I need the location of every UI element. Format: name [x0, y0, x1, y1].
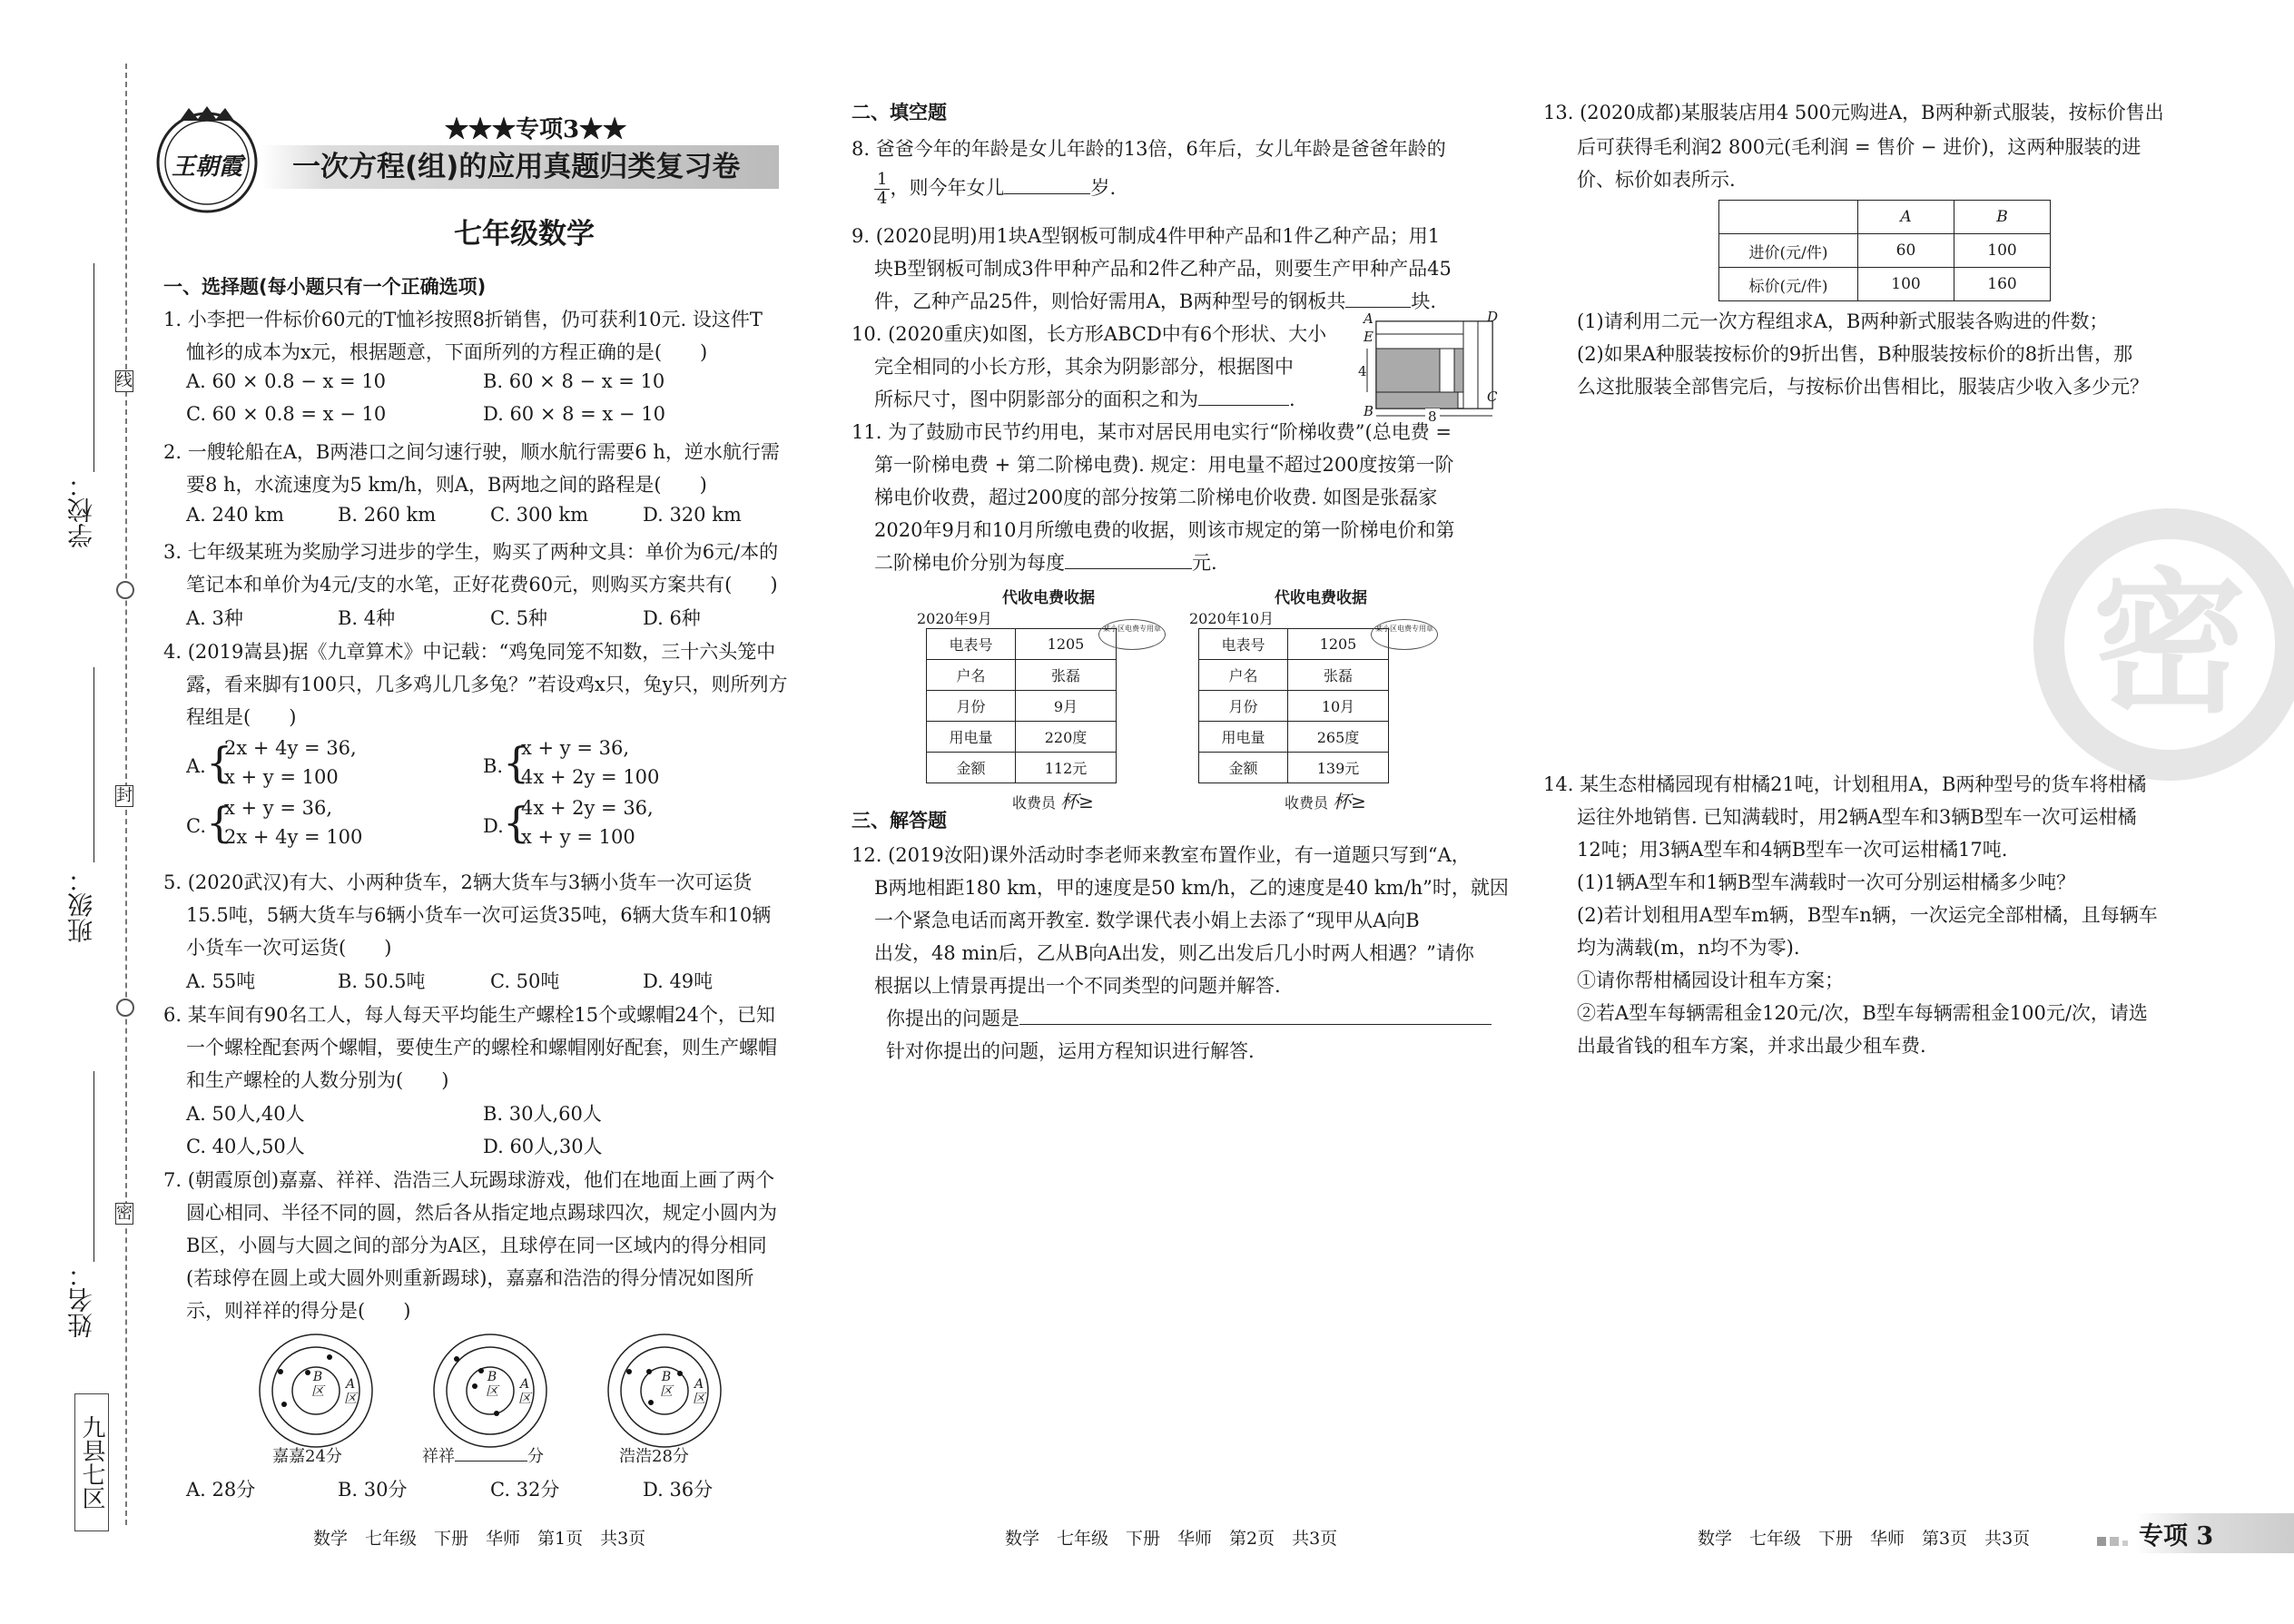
q11-line5-text: 二阶梯电价分别为每度: [874, 552, 1065, 574]
school-label: 学校：: [66, 472, 96, 548]
q10-answer-blank[interactable]: [1198, 405, 1289, 406]
footer-page-2: 数学 七年级 下册 华师 第2页 共3页: [1005, 1529, 1338, 1549]
q12-question-blank[interactable]: [1019, 1024, 1492, 1025]
q3-option-a[interactable]: A. 3种: [186, 607, 243, 629]
price-table-cell: 160: [1954, 268, 2051, 301]
receipt-value: 10月: [1288, 691, 1389, 722]
corner-label: 专项 3: [2139, 1522, 2214, 1550]
receipt-date: 2020年10月: [1189, 610, 1275, 627]
q8-fraction: [874, 171, 890, 208]
collector-signature: 杯≥: [1060, 791, 1094, 812]
q4-option-b-eq1: x + y = 36,: [521, 737, 629, 759]
collector-signature: 杯≥: [1333, 791, 1366, 812]
q11-line4: 2020年9月和10月所缴电费的收据，则该市规定的第一阶梯电价和第: [874, 519, 1455, 541]
target-b-label: B: [661, 1370, 672, 1384]
target-a-sub: 区: [518, 1392, 531, 1406]
logo-text: 王朝霞: [171, 153, 242, 181]
fig-label-e: E: [1364, 329, 1373, 345]
receipt-stamp: [1371, 619, 1438, 650]
q7-option-b[interactable]: B. 30分: [338, 1479, 408, 1501]
q1-option-d[interactable]: D. 60 × 8 = x − 10: [483, 403, 665, 425]
q10-line3-text: 所标尺寸，图中阴影部分的面积之和为: [874, 389, 1198, 410]
target-b-sub: 区: [486, 1384, 498, 1399]
q2-option-c[interactable]: C. 300 km: [490, 504, 589, 526]
q13-line3: 价、标价如表所示.: [1577, 169, 1736, 191]
gutter-char-seal: 封: [116, 786, 133, 805]
q3-option-b[interactable]: B. 4种: [338, 607, 396, 629]
target-b-sub: 区: [311, 1384, 324, 1399]
q14-line2: 运往外地销售. 已知满载时，用2辆A型车和3辆B型车一次可运柑橘: [1577, 806, 2137, 828]
q14-line9: 出最省钱的租车方案，并求出最少租车费.: [1577, 1035, 1926, 1057]
target-a-label: A: [345, 1377, 356, 1392]
receipt-october: [1189, 585, 1433, 813]
q3-line2: 笔记本和单价为4元/支的水笔，正好花费60元，则购买方案共有( ): [186, 574, 778, 595]
q4-line3: 程组是( ): [186, 706, 297, 728]
target-figure-2: [431, 1332, 549, 1450]
q4-line1: 4. (2019嵩县)据《九章算术》中记载：“鸡兔同笼不知数，三十六头笼中: [163, 641, 776, 663]
q6-option-a[interactable]: A. 50人,40人: [186, 1103, 305, 1125]
price-table-cell: 100: [1858, 268, 1954, 301]
q2-option-a[interactable]: A. 240 km: [186, 504, 284, 526]
collector-label: 收费员: [1012, 794, 1057, 812]
receipt-collector: [1285, 787, 1425, 813]
q11-line5: [874, 548, 1217, 576]
q4-option-d-eq2: x + y = 100: [521, 826, 635, 848]
q7-caption-jiajia: 嘉嘉24分: [272, 1447, 342, 1466]
q12-line6: [886, 1004, 1492, 1031]
q2-line2: 要8 h，水流速度为5 km/h，则A，B两地之间的路程是( ): [186, 474, 707, 496]
footer-page-1: 数学 七年级 下册 华师 第1页 共3页: [313, 1529, 646, 1549]
special-label: ★★★专项3★★: [445, 116, 627, 143]
receipt-title: 代收电费收据: [1002, 589, 1095, 607]
q7-caption-unit: 分: [527, 1447, 544, 1466]
q9-line1: 9. (2020昆明)用1块A型钢板可制成4件甲种产品和1件乙种产品；用1: [852, 225, 1441, 247]
q7-option-a[interactable]: A. 28分: [186, 1479, 256, 1501]
q9-line2: 块B型钢板可制成3件甲种产品和2件乙种产品，则要生产甲种产品45: [874, 258, 1452, 280]
watermark-seal: [2033, 508, 2294, 781]
receipt-date: 2020年9月: [917, 610, 992, 627]
q14-line4: (1)1辆A型车和1辆B型车满载时一次可分别运柑橘多少吨？: [1577, 871, 2076, 893]
receipt-key: 电表号: [1199, 629, 1288, 660]
q7-option-c[interactable]: C. 32分: [490, 1479, 560, 1501]
q6-line2: 一个螺栓配套两个螺帽，要使生产的螺栓和螺帽刚好配套，则生产螺帽: [186, 1037, 777, 1058]
stamp-text: 某小区电费专用章: [1375, 625, 1433, 633]
receipt-key: 电表号: [927, 629, 1016, 660]
q12-line7: 针对你提出的问题，运用方程知识进行解答.: [886, 1040, 1255, 1062]
q4-option-c-eq2: 2x + 4y = 100: [224, 826, 363, 848]
q10-line3: 所标尺寸，图中阴影部分的面积之和为 .: [874, 389, 1295, 410]
q2-option-b[interactable]: B. 260 km: [338, 504, 437, 526]
q11-tail: 元.: [1192, 552, 1217, 574]
q7-line2: 圆心相同、半径不同的圆，然后各从指定地点踢球四次，规定小圆内为: [186, 1202, 777, 1224]
fig-label-4: 4: [1358, 363, 1367, 379]
q2-option-d[interactable]: D. 320 km: [643, 504, 742, 526]
price-table-cell: 标价(元/件): [1719, 268, 1858, 301]
q12-question-label: 你提出的问题是: [886, 1008, 1019, 1029]
q7-caption-xiangxiang: [422, 1443, 544, 1467]
q2-line1: 2. 一艘轮船在A，B两港口之间匀速行驶，顺水航行需要6 h，逆水航行需: [163, 441, 780, 463]
subject-title: 七年级数学: [454, 218, 595, 251]
page-title: 一次方程(组)的应用真题归类复习卷: [292, 151, 741, 183]
q4-line2: 露，看来脚有100只，几多鸡儿几多兔？”若设鸡x只，兔y只，则所列方: [186, 674, 788, 695]
q14-line1: 14. 某生态柑橘园现有柑橘21吨，计划租用A，B两种型号的货车将柑橘: [1543, 773, 2147, 795]
watermark-text: 密: [2092, 555, 2247, 734]
q1-line2: 恤衫的成本为x元，根据题意，下面所列的方程正确的是( ): [186, 341, 708, 363]
q13-sub2-line2: 么这批服装全部售完后，与按标价出售相比，服装店少收入多少元？: [1577, 376, 2149, 398]
receipt-key: 月份: [927, 691, 1016, 722]
target-b-label: B: [487, 1370, 497, 1384]
q8-line1: 8. 爸爸今年的年龄是女儿年龄的13倍，6年后，女儿年龄是爸爸年龄的: [852, 138, 1446, 160]
q14-line6: 均为满载(m，n均不为零).: [1577, 937, 1800, 959]
receipt-value: 张磊: [1016, 660, 1117, 691]
receipt-key: 金额: [1199, 753, 1288, 783]
q4-option-c-label: C.: [186, 815, 206, 837]
q11-line2: 第一阶梯电费 + 第二阶梯电费). 规定：用电量不超过200度按第一阶: [874, 454, 1454, 476]
q8-frac-den: 4: [877, 189, 888, 208]
q4-option-d-label: D.: [483, 815, 504, 837]
q14-line7: ①请你帮柑橘园设计租车方案；: [1577, 969, 1844, 991]
q7-caption-xiangxiang-name: 祥祥: [422, 1447, 455, 1466]
q13-line2: 后可获得毛利润2 800元(毛利润 = 售价 − 进价)，这两种服装的进: [1577, 136, 2141, 158]
gutter-char-line: 线: [116, 371, 133, 390]
collector-label: 收费员: [1285, 794, 1329, 812]
brace-icon: {: [503, 738, 530, 787]
region-box: [74, 1393, 109, 1531]
q7-line3: B区，小圆与大圆之间的部分为A区，且球停在同一区域内的得分相同: [186, 1235, 767, 1256]
target-a-label: A: [694, 1377, 704, 1392]
q11-line3: 梯电价收费，超过200度的部分按第二阶梯电价收费. 如图是张磊家: [874, 487, 1438, 508]
fig-label-8: 8: [1425, 408, 1440, 425]
q6-option-b[interactable]: B. 30人,60人: [483, 1103, 602, 1125]
q11-line1: 11. 为了鼓励市民节约用电，某市对居民用电实行“阶梯收费”(总电费 =: [852, 421, 1452, 443]
receipt-key: 户名: [1199, 660, 1288, 691]
stamp-text: 某小区电费专用章: [1103, 625, 1161, 633]
target-figure-1: [257, 1332, 375, 1450]
receipt-value: 1205: [1288, 629, 1389, 660]
price-table-cell: 进价(元/件): [1719, 234, 1858, 268]
brace-icon: {: [206, 798, 233, 847]
q5-option-b[interactable]: B. 50.5吨: [338, 970, 426, 992]
receipt-value: 265度: [1288, 722, 1389, 753]
q12-line1: 12. (2019汝阳)课外活动时李老师来教室布置作业，有一道题只写到“A，: [852, 844, 1471, 866]
binding-hole: [116, 581, 134, 599]
region-text: 九县七区: [78, 1415, 105, 1510]
price-table-cell: 60: [1858, 234, 1954, 268]
q7-caption-haohao: 浩浩28分: [619, 1447, 689, 1466]
q8-answer-blank[interactable]: [1004, 193, 1090, 194]
price-table-cell: 100: [1954, 234, 2051, 268]
q13-sub1: (1)请利用二元一次方程组求A，B两种新式服装各购进的件数；: [1577, 310, 2109, 332]
q3-option-c[interactable]: C. 5种: [490, 607, 548, 629]
q7-line1: 7. (朝霞原创)嘉嘉、祥祥、浩浩三人玩踢球游戏，他们在地面上画了两个: [163, 1169, 775, 1191]
q10-line2: 完全相同的小长方形，其余为阴影部分，根据图中: [874, 356, 1294, 378]
q9-line3: [874, 287, 1436, 314]
receipt-value: 139元: [1288, 753, 1389, 783]
receipt-collector: [1012, 787, 1153, 813]
target-b-label: B: [312, 1370, 323, 1384]
binding-hole: [116, 999, 134, 1017]
receipt-value: 9月: [1016, 691, 1117, 722]
q5-line1: 5. (2020武汉)有大、小两种货车，2辆大货车与3辆小货车一次可运货: [163, 871, 753, 893]
target-b-sub: 区: [660, 1384, 673, 1399]
q4-option-a-eq2: x + y = 100: [224, 766, 339, 788]
target-a-sub: 区: [344, 1392, 357, 1406]
target-a-label: A: [519, 1377, 530, 1392]
section3-heading: 三、解答题: [852, 810, 947, 832]
price-table-header: B: [1954, 201, 2051, 234]
receipt-table: [1198, 628, 1389, 783]
q11-answer-blank[interactable]: [1065, 568, 1192, 569]
q13-line1: 13. (2020成都)某服装店用4 500元购进A，B两种新式服装，按标价售出: [1543, 102, 2164, 123]
q7-answer-blank[interactable]: [455, 1461, 527, 1462]
q8-line2: [874, 171, 1116, 208]
rectangle-figure: [1358, 309, 1499, 425]
q7-line5: 示，则祥祥的得分是( ): [186, 1300, 411, 1322]
receipt-key: 金额: [927, 753, 1016, 783]
receipt-stamp: [1098, 619, 1166, 650]
q8-frac-num: 1: [874, 171, 890, 190]
q4-option-d-eq1: 4x + 2y = 36,: [521, 797, 654, 819]
name-label: 姓名：: [66, 1262, 96, 1338]
q6-line3: 和生产螺栓的人数分别为( ): [186, 1069, 449, 1091]
price-table-header: A: [1858, 201, 1954, 234]
q5-line2: 15.5吨，5辆大货车与6辆小货车一次可运货35吨，6辆大货车和10辆: [186, 904, 772, 926]
q1-option-b[interactable]: B. 60 × 8 − x = 10: [483, 370, 665, 392]
q5-option-a[interactable]: A. 55吨: [186, 970, 256, 992]
q9-line3-text: 件，乙种产品25件，则恰好需用A，B两种型号的钢板共: [874, 290, 1346, 312]
q8-text-a: ，则今年女儿: [890, 177, 1005, 199]
gutter-char-secret: 密: [116, 1204, 133, 1223]
q8-text-b: 岁.: [1090, 177, 1117, 199]
q5-option-c[interactable]: C. 50吨: [490, 970, 560, 992]
receipt-value: 112元: [1016, 753, 1117, 783]
q5-line3: 小货车一次可运货( ): [186, 937, 392, 959]
q5-option-d[interactable]: D. 49吨: [643, 970, 714, 992]
q4-option-b-eq2: 4x + 2y = 100: [521, 766, 660, 788]
receipt-september: [917, 585, 1161, 813]
q9-tail: 块.: [1411, 290, 1437, 312]
receipt-key: 月份: [1199, 691, 1288, 722]
target-a-sub: 区: [693, 1392, 705, 1406]
receipt-key: 户名: [927, 660, 1016, 691]
target-figure-3: [605, 1332, 724, 1450]
corner-decoration: [2097, 1532, 2133, 1545]
q1-option-c[interactable]: C. 60 × 0.8 = x − 10: [186, 403, 387, 425]
receipt-value: 张磊: [1288, 660, 1389, 691]
q13-sub2-line1: (2)如果A种服装按标价的9折出售，B种服装按标价的8折出售，那: [1577, 343, 2133, 365]
section1-heading: 一、选择题(每小题只有一个正确选项): [163, 276, 487, 298]
receipt-value: 1205: [1016, 629, 1117, 660]
price-table-header: [1719, 201, 1858, 234]
q3-option-d[interactable]: D. 6种: [643, 607, 701, 629]
receipt-key: 用电量: [1199, 722, 1288, 753]
q14-line3: 12吨；用3辆A型车和4辆B型车一次可运柑橘17吨.: [1577, 839, 2008, 861]
q6-option-d[interactable]: D. 60人,30人: [483, 1136, 603, 1157]
receipt-key: 用电量: [927, 722, 1016, 753]
class-label: 班级：: [66, 867, 96, 943]
q10-line1: 10. (2020重庆)如图，长方形ABCD中有6个形状、大小: [852, 323, 1327, 345]
q12-line5: 根据以上情景再提出一个不同类型的问题并解答.: [874, 975, 1281, 997]
q4-option-c-eq1: x + y = 36,: [224, 797, 332, 819]
receipt-title: 代收电费收据: [1275, 589, 1367, 607]
fig-label-c: C: [1487, 389, 1498, 405]
fig-label-b: B: [1364, 403, 1374, 419]
q4-option-b-label: B.: [483, 755, 504, 777]
q9-answer-blank[interactable]: [1345, 307, 1411, 308]
q12-line2: B两地相距180 km，甲的速度是50 km/h，乙的速度是40 km/h”时，就因: [874, 877, 1509, 899]
q14-line8: ②若A型车每辆需租金120元/次，B型车每辆需租金100元/次，请选: [1577, 1002, 2148, 1024]
q4-option-a-eq1: 2x + 4y = 36,: [224, 737, 357, 759]
q6-line1: 6. 某车间有90名工人，每人每天平均能生产螺栓15个或螺帽24个，已知: [163, 1004, 775, 1026]
q12-line3: 一个紧急电话而离开教室. 数学课代表小娟上去添了“现甲从A向B: [874, 910, 1420, 931]
fig-label-a: A: [1364, 310, 1373, 327]
section2-heading: 二、填空题: [852, 102, 947, 123]
logo: [153, 104, 261, 213]
q4-option-a-label: A.: [186, 755, 206, 777]
q3-line1: 3. 七年级某班为奖励学习进步的学生，购买了两种文具：单价为6元/本的: [163, 541, 779, 563]
brace-icon: {: [503, 798, 530, 847]
q7-line4: (若球停在圆上或大圆外则重新踢球)，嘉嘉和浩浩的得分情况如图所: [186, 1267, 754, 1289]
brace-icon: {: [206, 738, 233, 787]
q7-option-d[interactable]: D. 36分: [643, 1479, 714, 1501]
footer-page-3: 数学 七年级 下册 华师 第3页 共3页: [1698, 1529, 2031, 1549]
q12-line4: 出发，48 min后，乙从B向A出发，则乙出发后几小时两人相遇？”请你: [874, 942, 1474, 964]
receipt-table: [926, 628, 1117, 783]
q6-option-c[interactable]: C. 40人,50人: [186, 1136, 305, 1157]
price-table: [1718, 200, 2051, 301]
fig-label-d: D: [1487, 309, 1499, 325]
q1-option-a[interactable]: A. 60 × 0.8 − x = 10: [186, 370, 387, 392]
q14-line5: (2)若计划租用A型车m辆，B型车n辆，一次运完全部柑橘，且每辆车: [1577, 904, 2158, 926]
receipt-value: 220度: [1016, 722, 1117, 753]
q1-line1: 1. 小李把一件标价60元的T恤衫按照8折销售，仍可获利10元. 设这件T: [163, 309, 763, 330]
